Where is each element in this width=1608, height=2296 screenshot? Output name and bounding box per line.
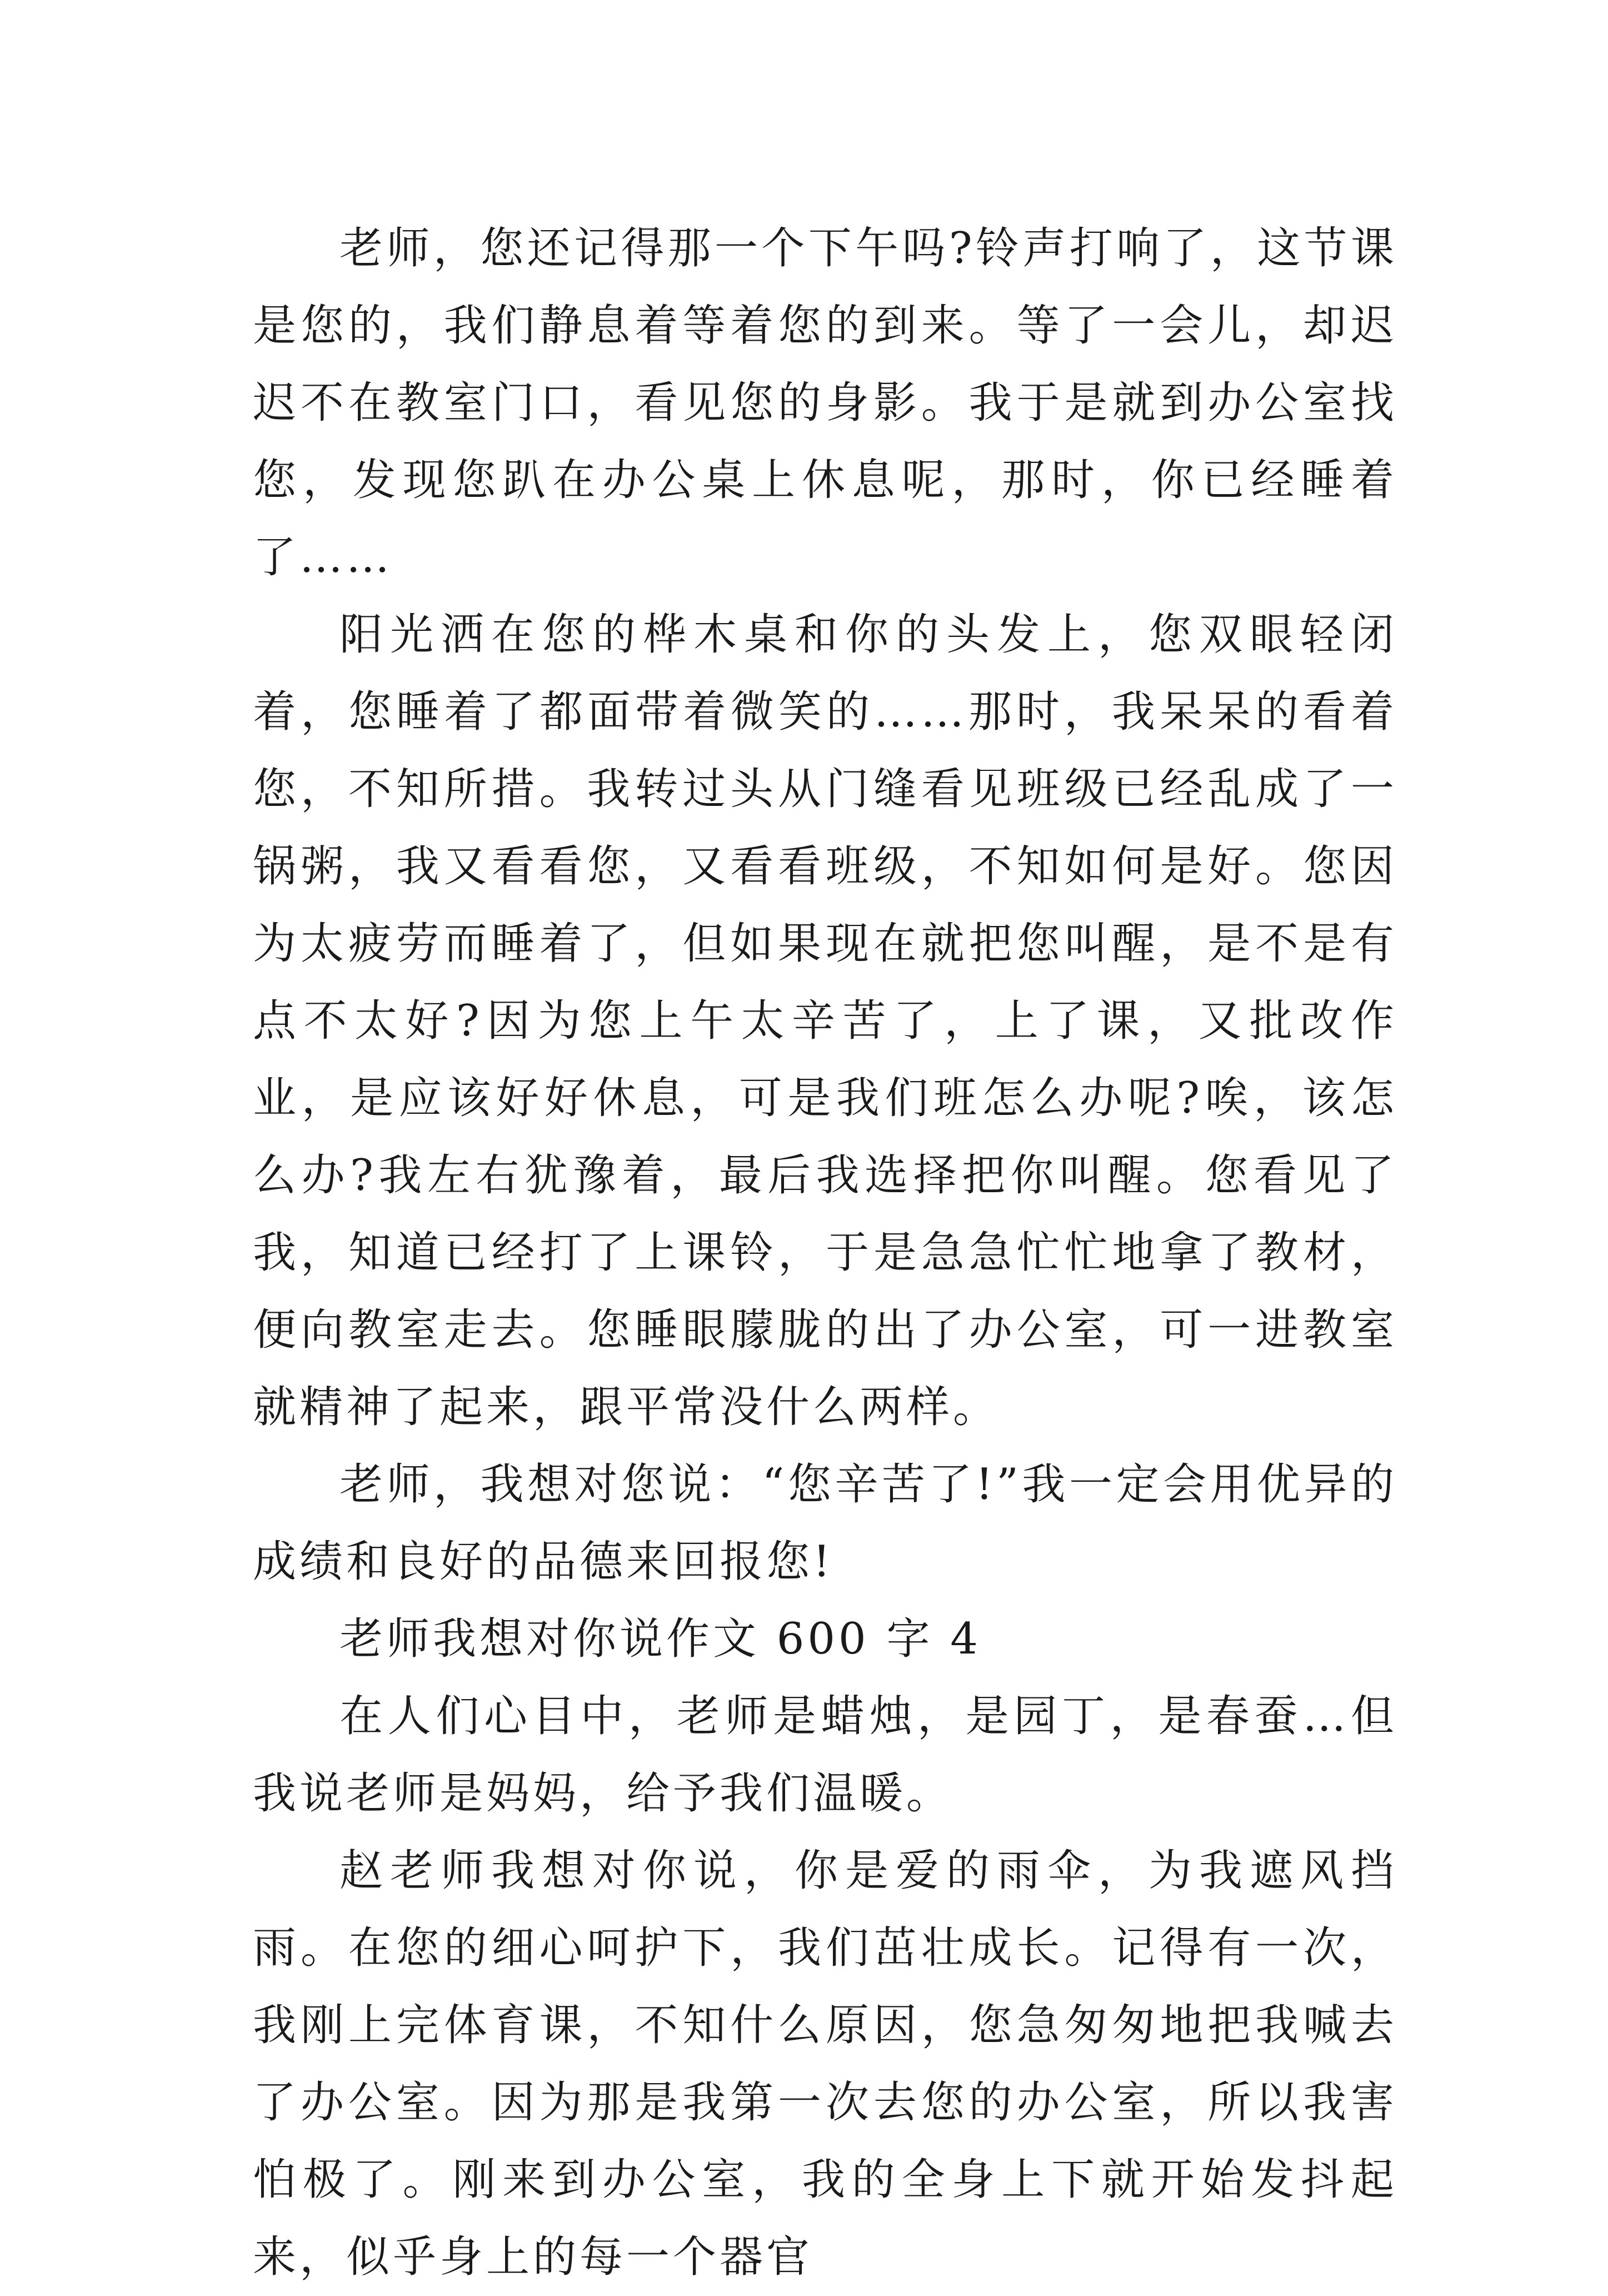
paragraph-teacher-mother: 在人们心目中，老师是蜡烛，是园丁，是春蚕…但我说老师是妈妈，给予我们温暖。 [253, 1691, 1397, 1819]
document-body [253, 210, 1397, 2296]
paragraph-sunlight-desk: 阳光洒在您的桦木桌和你的头发上，您双眼轻闭着，您睡着了都面带着微笑的……那时，我呆呆的看着您，不知所措。我转过头从门缝看见班级已经乱成了一锅粥，我又看看您，又看看班级，不知如何是好。您因为太疲劳而睡着了，但如果现在就把您叫醒，是不是有点不太好?因为您上午太辛苦了，上了课，又批改作业，是应该好好休息，可是我们班怎么办呢?唉，该怎么办?我左右犹豫着，最后我选择把你叫醒。您看见了我，知道已经打了上课铃，于是急急忙忙地拿了教材，便向教室走去。您睡眼朦胧的出了办公室，可一进教室就精神了起来，跟平常没什么两样。 [253, 610, 1397, 1432]
paragraph-thank-you: 老师，我想对您说：“您辛苦了!”我一定会用优异的成绩和良好的品德来回报您! [253, 1460, 1397, 1587]
essay-heading: 老师我想对你说作文 600 字 4 [339, 1614, 981, 1664]
paragraph-afternoon-memory: 老师，您还记得那一个下午吗?铃声打响了，这节课是您的，我们静息着等着您的到来。等了一会儿，却迟迟不在教室门口，看见您的身影。我于是就到办公室找您，发现您趴在办公桌上休息呢，那时，你已经睡着了…… [253, 223, 1397, 582]
paragraph-teacher-umbrella: 赵老师我想对你说，你是爱的雨伞，为我遮风挡雨。在您的细心呵护下，我们茁壮成长。记得有一次，我刚上完体育课，不知什么原因，您急匆匆地把我喊去了办公室。因为那是我第一次去您的办公室，所以我害怕极了。刚来到办公室，我的全身上下就开始发抖起来，似乎身上的每一个器官 [253, 1846, 1397, 2282]
